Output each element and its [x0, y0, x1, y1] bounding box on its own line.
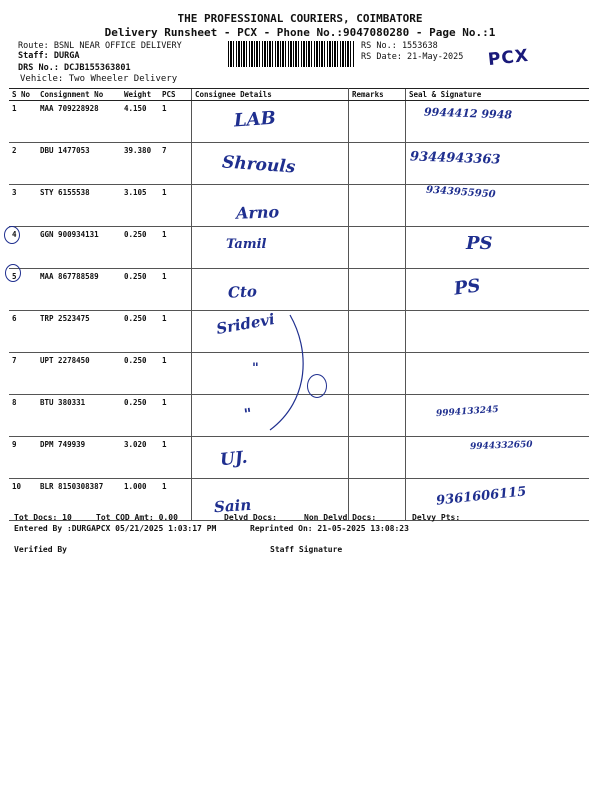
row-weight: 3.020	[121, 437, 159, 479]
runsheet-table	[9, 88, 589, 521]
table-row	[9, 269, 589, 311]
row-remarks	[349, 185, 406, 227]
row-pcs: 1	[159, 185, 192, 227]
handwritten-signature: 9944412 9948	[423, 105, 513, 122]
row-consignee-details	[192, 437, 349, 479]
row-seal-signature	[406, 101, 590, 143]
row-remarks	[349, 395, 406, 437]
handwritten-signature: 9994133245	[435, 404, 499, 420]
row-pcs: 1	[159, 395, 192, 437]
staff-label: Staff:	[18, 51, 49, 61]
row-seal-signature	[406, 311, 590, 353]
row-sno: 8	[9, 395, 37, 437]
staff-value: DURGA	[53, 51, 80, 61]
col-weight: Weight	[121, 89, 159, 101]
handwritten-consignee: Cto	[227, 282, 258, 302]
row-seal-signature	[406, 353, 590, 395]
row-remarks	[349, 101, 406, 143]
row-weight: 1.000	[121, 479, 159, 521]
row-remarks	[349, 311, 406, 353]
row-remarks	[349, 227, 406, 269]
total-docs: Tot Docs: 10	[14, 513, 72, 522]
row-consignment-no: UPT 2278450	[37, 353, 121, 395]
table-row	[9, 227, 589, 269]
row-pcs: 1	[159, 353, 192, 395]
row-sno: 6	[9, 311, 37, 353]
row-pcs: 1	[159, 479, 192, 521]
row-sno: 7	[9, 353, 37, 395]
margin-circle-mark	[5, 264, 21, 282]
handwritten-consignee: UJ.	[219, 447, 249, 471]
row-seal-signature	[406, 227, 590, 269]
row-weight: 0.250	[121, 353, 159, 395]
margin-circle-mark	[4, 226, 20, 244]
row-pcs: 1	[159, 269, 192, 311]
row-consignment-no: MAA 867788589	[37, 269, 121, 311]
table-header-row	[9, 89, 589, 101]
row-pcs: 1	[159, 311, 192, 353]
runsheet-subtitle: Delivery Runsheet - PCX - Phone No.:9047080280 - Page No.:1	[104, 26, 496, 39]
handwritten-consignee: Arno	[235, 202, 280, 223]
row-weight: 4.150	[121, 101, 159, 143]
handwritten-consignee: Sain	[213, 495, 252, 517]
handwritten-bracket-stroke	[240, 310, 320, 440]
route-line: Route: BSNL NEAR OFFICE DELIVERY	[18, 41, 182, 51]
row-consignment-no: BTU 380331	[37, 395, 121, 437]
row-weight: 0.250	[121, 227, 159, 269]
table-row	[9, 437, 589, 479]
row-weight: 39.380	[121, 143, 159, 185]
handwritten-signature: 9944332650	[469, 439, 533, 453]
handwritten-signature: 9344943363	[409, 149, 501, 168]
row-sno: 3	[9, 185, 37, 227]
row-pcs: 7	[159, 143, 192, 185]
row-consignee-details	[192, 101, 349, 143]
non-delivered-docs: Non Delvd Docs:	[304, 513, 377, 522]
row-consignee-details	[192, 185, 349, 227]
table-row	[9, 185, 589, 227]
col-sno: S No	[9, 89, 37, 101]
barcode-image	[228, 41, 354, 67]
row-pcs: 1	[159, 101, 192, 143]
delivery-points: Delvy Pts:	[412, 513, 461, 522]
table-row	[9, 143, 589, 185]
row-remarks	[349, 437, 406, 479]
company-title: THE PROFESSIONAL COURIERS, COIMBATORE	[177, 12, 423, 25]
rs-date: RS Date: 21-May-2025	[361, 52, 464, 62]
reprinted-on: Reprinted On: 21-05-2025 13:08:23	[250, 524, 409, 533]
row-remarks	[349, 269, 406, 311]
row-pcs: 1	[159, 437, 192, 479]
row-consignment-no: MAA 709228928	[37, 101, 121, 143]
vehicle-line: Vehicle: Two Wheeler Delivery	[20, 74, 178, 84]
staff-signature-label: Staff Signature	[270, 545, 343, 554]
row-consignment-no: TRP 2523475	[37, 311, 121, 353]
handwritten-consignee: Sridevi	[214, 310, 277, 338]
row-seal-signature	[406, 437, 590, 479]
col-remarks: Remarks	[349, 89, 406, 101]
row-sno: 5	[9, 269, 37, 311]
row-consignee-details	[192, 269, 349, 311]
entered-by: Entered By :DURGAPCX 05/21/2025 1:03:17 PM	[14, 524, 217, 533]
row-weight: 3.105	[121, 185, 159, 227]
col-pcs: PCS	[159, 89, 192, 101]
row-sno: 4	[9, 227, 37, 269]
col-consignment: Consignment No	[37, 89, 121, 101]
rs-number: RS No.: 1553638	[361, 41, 438, 51]
row-remarks	[349, 143, 406, 185]
row-consignee-details	[192, 143, 349, 185]
row-consignment-no: GGN 900934131	[37, 227, 121, 269]
row-pcs: 1	[159, 227, 192, 269]
col-consignee: Consignee Details	[192, 89, 349, 101]
row-consignment-no: DBU 1477053	[37, 143, 121, 185]
table-row	[9, 101, 589, 143]
handwritten-signature: 9361606115	[435, 484, 528, 509]
handwritten-consignee: "	[242, 404, 254, 424]
row-weight: 0.250	[121, 395, 159, 437]
row-sno: 2	[9, 143, 37, 185]
handwritten-consignee: LAB	[233, 107, 277, 132]
col-seal: Seal & Signature	[406, 89, 590, 101]
row-weight: 0.250	[121, 269, 159, 311]
verified-by-label: Verified By	[14, 545, 67, 554]
row-remarks	[349, 353, 406, 395]
row-seal-signature	[406, 185, 590, 227]
handwritten-signature: 9343955950	[425, 184, 496, 201]
pcx-stamp: PCX	[487, 45, 530, 71]
row-consignment-no: DPM 749939	[37, 437, 121, 479]
row-seal-signature	[406, 269, 590, 311]
delivered-docs: Delvd Docs:	[224, 513, 277, 522]
row-seal-signature	[406, 143, 590, 185]
total-cod: Tot COD Amt: 0.00	[96, 513, 178, 522]
handwritten-consignee: Shrouls	[221, 152, 296, 178]
handwritten-signature: PS	[452, 275, 482, 300]
row-consignment-no: STY 6155538	[37, 185, 121, 227]
row-sno: 10	[9, 479, 37, 521]
row-consignee-details	[192, 227, 349, 269]
row-sno: 9	[9, 437, 37, 479]
row-weight: 0.250	[121, 311, 159, 353]
handwritten-consignee: Tamil	[226, 237, 267, 252]
handwritten-signature: PS	[466, 233, 493, 254]
row-seal-signature	[406, 395, 590, 437]
staff-line	[18, 51, 79, 61]
drs-number: DRS No.: DCJB155363801	[18, 63, 131, 73]
row-sno: 1	[9, 101, 37, 143]
row-consignment-no: BLR 8150308387	[37, 479, 121, 521]
handwritten-consignee: "	[252, 361, 259, 376]
